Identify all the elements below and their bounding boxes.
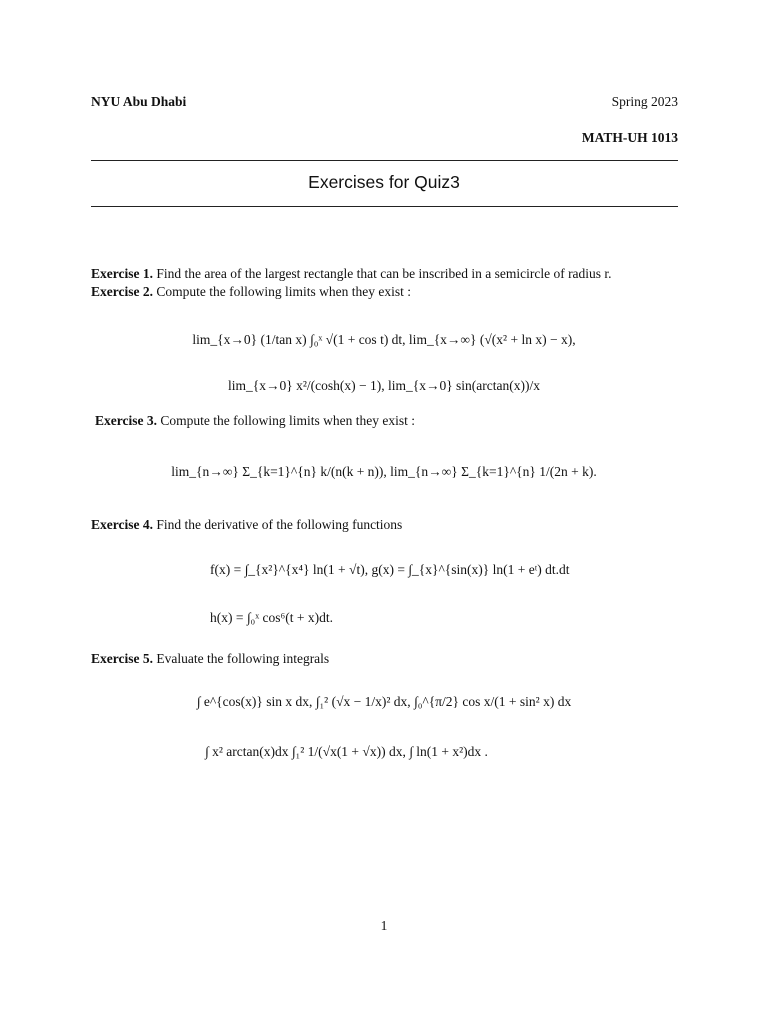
exercise-4-formula-1: f(x) = ∫_{x²}^{x⁴} ln(1 + √t), g(x) = ∫_{x}^{sin(x)} ln(1 + eᵗ) dt.dt bbox=[210, 562, 570, 577]
exercise-1-text: Find the area of the largest rectangle that can be inscribed in a semicircle of radius r. bbox=[156, 266, 612, 281]
exercise-4-text: Find the derivative of the following functions bbox=[156, 517, 403, 532]
exercise-3 bbox=[95, 413, 415, 429]
course-code: MATH-UH 1013 bbox=[581, 130, 678, 145]
exercise-5-text: Evaluate the following integrals bbox=[156, 651, 330, 666]
exercise-3-label: Exercise 3. bbox=[95, 413, 157, 428]
exercise-1-label: Exercise 1. bbox=[91, 266, 153, 281]
bottom-rule bbox=[91, 206, 678, 207]
exercise-3-text: Compute the following limits when they exist : bbox=[160, 413, 415, 428]
exercise-5-formula-2: ∫ x² arctan(x)dx ∫₁² 1/(√x(1 + √x)) dx, ∫ ln(1 + x²)dx . bbox=[205, 744, 488, 759]
exercise-4-label: Exercise 4. bbox=[91, 517, 153, 532]
institution-name: NYU Abu Dhabi bbox=[91, 94, 187, 109]
exercise-4-formula-2: h(x) = ∫₀ˣ cos⁶(t + x)dt. bbox=[210, 610, 333, 625]
exercise-5-label: Exercise 5. bbox=[91, 651, 153, 666]
term-label: Spring 2023 bbox=[611, 94, 678, 109]
exercise-4 bbox=[91, 517, 402, 533]
exercise-5-formula-1: ∫ e^{cos(x)} sin x dx, ∫₁² (√x − 1/x)² dx, ∫₀^{π/2} cos x/(1 + sin² x) dx bbox=[196, 694, 572, 709]
page-title: Exercises for Quiz3 bbox=[308, 172, 460, 192]
exercise-2 bbox=[91, 284, 411, 300]
top-rule bbox=[91, 160, 678, 161]
exercise-2-text: Compute the following limits when they exist : bbox=[156, 284, 411, 299]
page-number: 1 bbox=[380, 918, 388, 933]
exercise-5 bbox=[91, 651, 329, 667]
exercise-2-formula-1: lim_{x→0} (1/tan x) ∫₀ˣ √(1 + cos t) dt, lim_{x→∞} (√(x² + ln x) − x), bbox=[192, 332, 576, 347]
exercise-2-formula-2: lim_{x→0} x²/(cosh(x) − 1), lim_{x→0} sin(arctan(x))/x bbox=[227, 378, 541, 393]
exercise-1 bbox=[91, 266, 612, 282]
exercise-2-label: Exercise 2. bbox=[91, 284, 153, 299]
exercise-3-formula-1: lim_{n→∞} Σ_{k=1}^{n} k/(n(k + n)), lim_{n→∞} Σ_{k=1}^{n} 1/(2n + k). bbox=[171, 464, 597, 479]
